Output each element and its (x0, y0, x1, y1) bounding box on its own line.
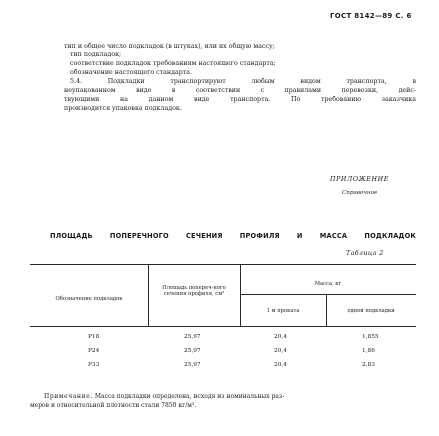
row-3-meter: 20,4 (274, 362, 287, 368)
row-3-area: 25,97 (184, 362, 201, 368)
header-mass-per-meter: 1 м проката (266, 308, 300, 314)
body-line-7: твующими на данном виде транспорта. По требованию заказчика (64, 96, 416, 103)
body-line-5: 5.4. Подкладки транспортируют любым видом транспорта, в (70, 78, 416, 85)
table-header-bottom-rule (30, 326, 416, 327)
row-1-designation: Р18 (88, 334, 100, 340)
row-3-plate: 2,83 (362, 362, 375, 368)
body-line-2: тип подкладок; (70, 51, 122, 58)
header-mass: Масса, кг (314, 281, 342, 287)
table-mass-subrule (240, 294, 416, 295)
note-line-2: меров и относительной плотности стали 7850 кг/м³. (30, 402, 197, 409)
header-mass-per-plate: одной подкладки (347, 308, 395, 314)
row-1-area: 25,97 (184, 334, 201, 340)
body-line-8: производится упаковка подкладок. (64, 105, 182, 112)
appendix-title: ПРИЛОЖЕНИЕ (330, 176, 389, 183)
row-1-meter: 20,4 (274, 334, 287, 340)
body-line-4: обозначение настоящего стандарта. (70, 69, 193, 76)
table-vline-2 (240, 264, 241, 326)
note-text-1: Масса подкладки определена, исходя из номинальных раз- (94, 393, 285, 400)
body-line-6: неупакованном виде в соответствии с правилами перевозки, дейс- (64, 87, 416, 94)
row-2-designation: Р24 (88, 348, 100, 354)
appendix-subtitle: Справочное (342, 190, 378, 196)
body-line-3: соответствие подкладок требованиям настоящего стандарта; (70, 60, 276, 67)
row-1-plate: 1,855 (362, 334, 379, 340)
table-vline-1 (148, 264, 149, 326)
row-3-designation: Р33 (88, 362, 100, 368)
row-2-meter: 20,4 (274, 348, 287, 354)
header-area: Площадь попереч-ного сечения профиля, см² (162, 285, 226, 297)
note-line-1 (44, 393, 284, 401)
body-line-1: тип и общее число подкладок (в штуках), или их общую массу; (64, 43, 275, 50)
page-header: ГОСТ 8142—89 С. 6 (330, 12, 412, 20)
row-2-area: 25,97 (184, 348, 201, 354)
row-2-plate: 1,86 (362, 348, 375, 354)
table-label: Таблица 2 (346, 250, 384, 257)
table-title: ПЛОЩАДЬ ПОПЕРЕЧНОГО СЕЧЕНИЯ ПРОФИЛЯ И МАССА ПОДКЛАДОК (50, 232, 416, 240)
note-label: Примечание. (44, 393, 93, 400)
table-top-rule (30, 264, 416, 265)
header-designation: Обозначение подкладок (55, 296, 123, 302)
